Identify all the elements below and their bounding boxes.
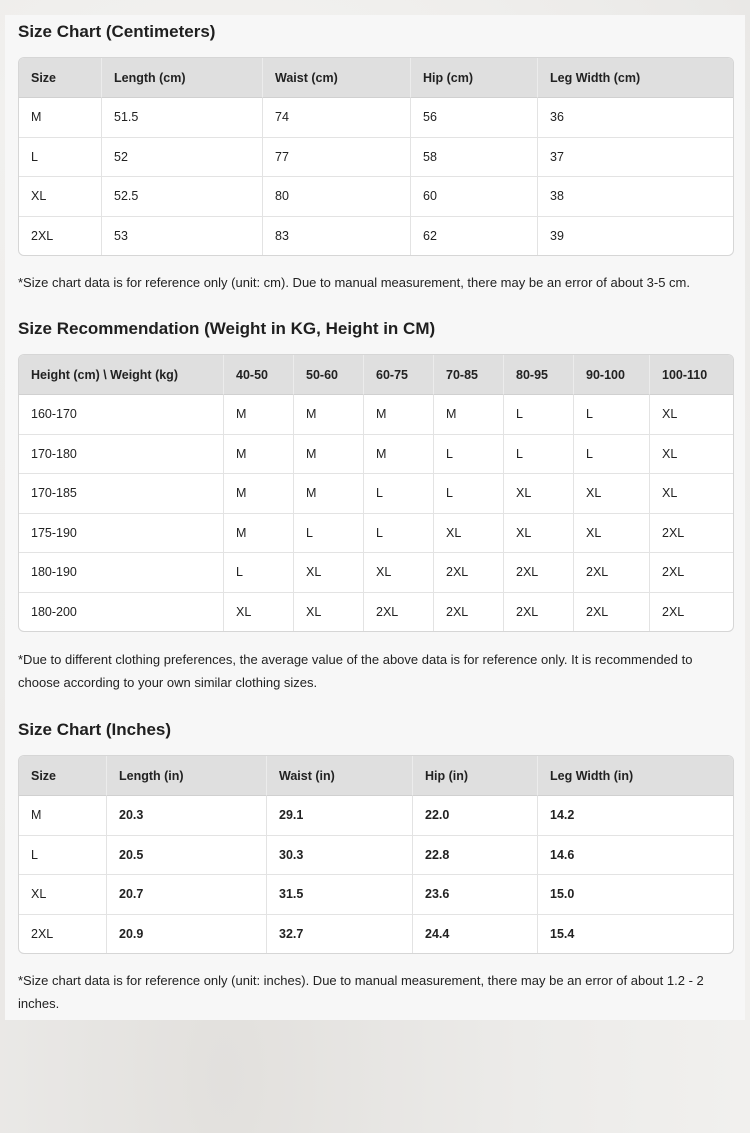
table-row <box>19 177 733 217</box>
table-cell: 2XL <box>504 553 574 593</box>
table-cell: M <box>434 395 504 435</box>
table-cell: 20.7 <box>107 875 267 915</box>
table-cell: L <box>574 435 650 475</box>
table-cell: L <box>504 435 574 475</box>
table-cell: 30.3 <box>267 836 413 876</box>
table-cell: 2XL <box>662 604 685 619</box>
header-length: Length (in) <box>107 756 267 796</box>
table-cell: M <box>294 474 364 514</box>
table-cell: 2XL <box>364 593 434 632</box>
table-cell: 58 <box>411 138 538 178</box>
table-cell: XL <box>650 435 733 475</box>
table-cell: L <box>574 395 650 435</box>
table-cell: 2XL <box>574 553 650 593</box>
table-cell: 38 <box>538 177 733 217</box>
table-cell: 83 <box>263 217 411 256</box>
table-cell: 20.5 <box>107 836 267 876</box>
header-weight-range: 70-85 <box>434 355 504 395</box>
table-cell: M <box>224 474 294 514</box>
table-cell: L <box>224 553 294 593</box>
table-cell: M <box>224 514 294 554</box>
recommendation-title: Size Recommendation (Weight in KG, Height in CM) <box>18 319 436 338</box>
table-cell: 15.4 <box>550 926 575 941</box>
table-cell: L <box>364 474 434 514</box>
table-cell: XL <box>650 395 733 435</box>
table-cell: L <box>504 395 574 435</box>
table-row <box>19 395 733 435</box>
table-cell: 2XL <box>434 593 504 632</box>
size-cell: XL <box>19 875 107 915</box>
table-header-row <box>19 58 733 98</box>
cm-size-table <box>18 57 734 256</box>
table-cell: L <box>434 435 504 475</box>
table-cell: M <box>224 395 294 435</box>
table-cell: 14.2 <box>538 796 733 836</box>
table-cell: 39 <box>550 228 564 243</box>
inch-chart-note: *Size chart data is for reference only (unit: inches). Due to manual measurement, there may be an error of about 1.2 - 2 inches. <box>18 973 704 1011</box>
header-weight-range: 90-100 <box>574 355 650 395</box>
cm-chart-title: Size Chart (Centimeters) <box>18 22 216 41</box>
table-cell: 31.5 <box>267 875 413 915</box>
table-cell: 22.0 <box>413 796 538 836</box>
table-row <box>19 435 733 475</box>
height-range-cell: 180-190 <box>19 553 224 593</box>
table-row <box>19 593 733 632</box>
table-cell: 80 <box>263 177 411 217</box>
header-weight-range: 80-95 <box>504 355 574 395</box>
size-cell: XL <box>19 177 102 217</box>
header-leg-width: Leg Width (in) <box>538 756 733 796</box>
table-cell: XL <box>650 474 733 514</box>
header-leg-width: Leg Width (cm) <box>538 58 733 98</box>
height-range-cell: 170-180 <box>19 435 224 475</box>
header-weight-range: 60-75 <box>364 355 434 395</box>
table-cell: XL <box>294 593 364 632</box>
inch-size-table <box>18 755 734 954</box>
table-row <box>19 514 733 554</box>
table-cell: 53 <box>102 217 263 256</box>
size-cell: 2XL <box>19 915 107 954</box>
table-cell: M <box>294 395 364 435</box>
size-guide-card <box>5 15 745 1020</box>
header-waist: Waist (cm) <box>263 58 411 98</box>
table-cell: 14.6 <box>538 836 733 876</box>
table-row <box>19 474 733 514</box>
header-size: Size <box>19 756 107 796</box>
table-cell: 37 <box>538 138 733 178</box>
table-cell: L <box>434 474 504 514</box>
header-hip: Hip (in) <box>413 756 538 796</box>
table-cell: 2XL <box>434 553 504 593</box>
table-cell: XL <box>504 474 574 514</box>
table-row <box>19 836 733 876</box>
table-cell: 22.8 <box>413 836 538 876</box>
table-cell: M <box>224 435 294 475</box>
table-cell: M <box>364 395 434 435</box>
table-cell: 15.0 <box>538 875 733 915</box>
header-weight-range: 40-50 <box>224 355 294 395</box>
table-cell: 32.7 <box>267 915 413 954</box>
cm-chart-note: *Size chart data is for reference only (unit: cm). Due to manual measurement, there may be an error of about 3-5 cm. <box>18 275 690 290</box>
header-height-weight: Height (cm) \ Weight (kg) <box>19 355 224 395</box>
height-range-cell: 180-200 <box>19 593 224 632</box>
table-cell: M <box>294 435 364 475</box>
table-row <box>19 138 733 178</box>
table-cell: XL <box>364 553 434 593</box>
table-cell: 2XL <box>650 514 733 554</box>
table-cell: 2XL <box>504 593 574 632</box>
table-cell: 2XL <box>650 553 733 593</box>
header-waist: Waist (in) <box>267 756 413 796</box>
header-hip: Hip (cm) <box>411 58 538 98</box>
table-row <box>19 875 733 915</box>
header-weight-range: 50-60 <box>294 355 364 395</box>
table-cell: 2XL <box>574 593 650 632</box>
table-cell: 56 <box>411 98 538 138</box>
recommendation-note: *Due to different clothing preferences, the average value of the above data is for reference only. It is recommended to choose according to your own similar clothing sizes. <box>18 652 693 690</box>
table-cell: XL <box>224 593 294 632</box>
table-row <box>19 553 733 593</box>
height-range-cell: 175-190 <box>19 514 224 554</box>
table-cell: 62 <box>411 217 538 256</box>
size-cell: M <box>19 796 107 836</box>
size-cell: L <box>19 836 107 876</box>
inch-chart-title: Size Chart (Inches) <box>18 720 172 739</box>
table-header-row <box>19 756 733 796</box>
table-cell: XL <box>294 553 364 593</box>
table-cell: 23.6 <box>413 875 538 915</box>
height-range-cell: 160-170 <box>19 395 224 435</box>
table-row <box>19 98 733 138</box>
table-row <box>19 796 733 836</box>
table-cell: XL <box>574 514 650 554</box>
table-cell: 52.5 <box>102 177 263 217</box>
header-length: Length (cm) <box>102 58 263 98</box>
header-weight-range: 100-110 <box>650 355 733 395</box>
table-cell: 24.4 <box>413 915 538 954</box>
size-cell: M <box>19 98 102 138</box>
table-cell: M <box>364 435 434 475</box>
size-cell: L <box>19 138 102 178</box>
size-cell: 2XL <box>19 217 102 256</box>
table-cell: 77 <box>263 138 411 178</box>
table-cell: 29.1 <box>267 796 413 836</box>
table-cell: XL <box>504 514 574 554</box>
table-cell: XL <box>434 514 504 554</box>
table-cell: 20.9 <box>107 915 267 954</box>
table-cell: 60 <box>411 177 538 217</box>
table-cell: 52 <box>102 138 263 178</box>
table-cell: 51.5 <box>102 98 263 138</box>
table-cell: L <box>364 514 434 554</box>
table-cell: 20.3 <box>107 796 267 836</box>
table-header-row <box>19 355 733 395</box>
table-cell: XL <box>574 474 650 514</box>
table-row <box>19 915 733 954</box>
header-size: Size <box>19 58 102 98</box>
height-range-cell: 170-185 <box>19 474 224 514</box>
table-row <box>19 217 733 256</box>
table-cell: 36 <box>538 98 733 138</box>
table-cell: 74 <box>263 98 411 138</box>
table-cell: L <box>294 514 364 554</box>
recommendation-table <box>18 354 734 632</box>
